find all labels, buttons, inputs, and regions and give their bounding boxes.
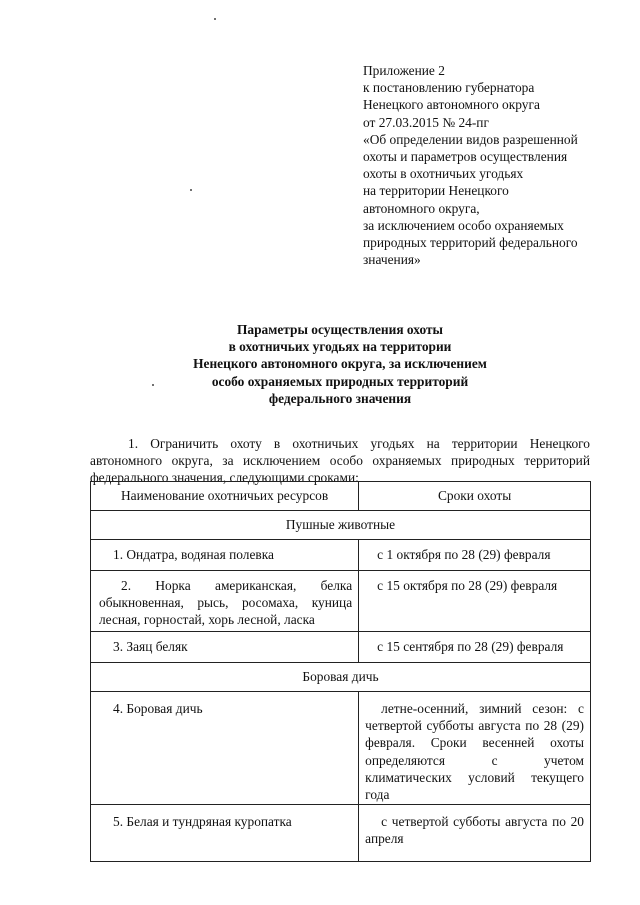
intro-paragraph <box>90 435 590 487</box>
hunting-period: с 15 октября по 28 (29) февраля <box>359 571 591 632</box>
appendix-line: «Об определении видов разрешенной <box>363 131 578 147</box>
section-title: Боровая дичь <box>91 663 591 692</box>
header-resource: Наименование охотничьих ресурсов <box>91 482 359 511</box>
title-line: Параметры осуществления охоты <box>236 322 444 337</box>
header-period: Сроки охоты <box>359 482 591 511</box>
appendix-line: охоты в охотничьих угодьях <box>363 166 524 182</box>
resource-name: 1. Ондатра, водяная полевка <box>91 540 359 571</box>
title-line: особо охраняемых природных территорий <box>211 373 469 389</box>
table-row <box>91 692 591 805</box>
title-line: федерального значения <box>268 390 412 406</box>
appendix-line: автономного округа, <box>363 200 480 216</box>
appendix-line: природных территорий федерального <box>363 235 578 251</box>
hunting-periods-table <box>90 481 591 862</box>
appendix-line: к постановлению губернатора <box>363 80 535 96</box>
appendix-line: за исключением особо охраняемых <box>363 217 564 233</box>
appendix-line: от 27.03.2015 № 24-пг <box>363 114 489 130</box>
table-header-row <box>91 482 591 511</box>
section-row <box>91 511 591 540</box>
hunting-period: с 15 сентября по 28 (29) февраля <box>359 632 591 663</box>
title-line: Ненецкого автономного округа, за исключением <box>193 356 487 372</box>
intro-text: 1. Ограничить охоту в охотничьих угодьях на территории Ненецкого автономного округа, за исключением особо охраняемых природных территорий федерального значения, следующими сроками: <box>90 436 590 486</box>
hunting-period: с 1 октября по 28 (29) февраля <box>359 540 591 571</box>
section-title: Пушные животные <box>91 511 591 540</box>
appendix-line: Приложение 2 <box>363 63 445 78</box>
hunting-period: летне-осенний, зимний сезон: с четвертой субботы августа по 28 (29) февраля. Сроки весенней охоты определяются с учетом климатических условий текущего года <box>359 692 591 805</box>
appendix-block <box>363 62 603 268</box>
appendix-line: Ненецкого автономного округа <box>363 97 540 113</box>
resource-name: 3. Заяц беляк <box>91 632 359 663</box>
table-row <box>91 805 591 862</box>
table-row <box>91 632 591 663</box>
appendix-line: на территории Ненецкого <box>363 183 509 199</box>
resource-name: 5. Белая и тундряная куропатка <box>91 805 359 862</box>
document-title <box>90 321 590 407</box>
resource-name: 4. Боровая дичь <box>91 692 359 805</box>
table-row <box>91 571 591 632</box>
resource-name: 2. Норка американская, белка обыкновенная, рысь, росомаха, куница лесная, горностай, хорь лесной, ласка <box>91 571 359 632</box>
scan-speck <box>214 18 216 20</box>
scan-speck <box>190 189 192 191</box>
table-row <box>91 540 591 571</box>
appendix-line: охоты и параметров осуществления <box>363 149 568 165</box>
hunting-period: с четвертой субботы августа по 20 апреля <box>359 805 591 862</box>
title-line: в охотничьих угодьях на территории <box>228 339 452 355</box>
appendix-line: значения» <box>363 252 421 268</box>
section-row <box>91 663 591 692</box>
